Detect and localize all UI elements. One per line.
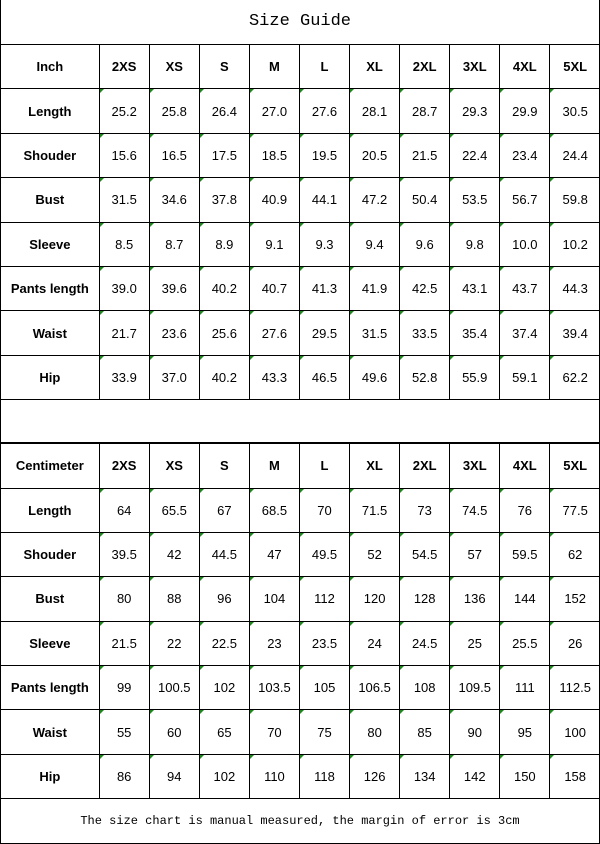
measurement-value: 52 <box>350 532 400 576</box>
size-header: M <box>249 45 299 89</box>
measurement-value: 47.2 <box>350 178 400 222</box>
size-header: L <box>299 444 349 488</box>
table-row <box>1 621 600 665</box>
unit-label: Inch <box>1 45 99 89</box>
size-header: XL <box>350 45 400 89</box>
measurement-value: 100 <box>550 710 600 754</box>
measurement-value: 112 <box>299 577 349 621</box>
measurement-value: 28.7 <box>400 89 450 133</box>
footer-note: The size chart is manual measured, the margin of error is 3cm <box>1 799 599 844</box>
measurement-value: 8.7 <box>149 222 199 266</box>
measurement-value: 74.5 <box>450 488 500 532</box>
measurement-value: 9.4 <box>350 222 400 266</box>
measurement-value: 33.5 <box>400 311 450 355</box>
size-header: M <box>249 444 299 488</box>
measurement-label: Shouder <box>1 532 99 576</box>
measurement-value: 108 <box>400 666 450 710</box>
measurement-value: 71.5 <box>350 488 400 532</box>
measurement-value: 49.5 <box>299 532 349 576</box>
measurement-value: 134 <box>400 754 450 798</box>
measurement-value: 111 <box>500 666 550 710</box>
size-header: 3XL <box>450 444 500 488</box>
measurement-value: 52.8 <box>400 355 450 399</box>
measurement-value: 10.2 <box>550 222 600 266</box>
measurement-value: 59.5 <box>500 532 550 576</box>
measurement-value: 26 <box>550 621 600 665</box>
measurement-value: 99 <box>99 666 149 710</box>
measurement-value: 29.9 <box>500 89 550 133</box>
measurement-label: Waist <box>1 710 99 754</box>
table-row <box>1 488 600 532</box>
inch-size-table <box>1 45 600 400</box>
measurement-value: 39.4 <box>550 311 600 355</box>
size-header: 4XL <box>500 45 550 89</box>
measurement-value: 33.9 <box>99 355 149 399</box>
measurement-value: 8.9 <box>199 222 249 266</box>
measurement-value: 103.5 <box>249 666 299 710</box>
measurement-value: 76 <box>500 488 550 532</box>
measurement-value: 68.5 <box>249 488 299 532</box>
table-row <box>1 754 600 798</box>
measurement-value: 54.5 <box>400 532 450 576</box>
table-row <box>1 266 600 310</box>
measurement-value: 40.2 <box>199 355 249 399</box>
measurement-value: 41.9 <box>350 266 400 310</box>
measurement-value: 23.6 <box>149 311 199 355</box>
measurement-value: 25.6 <box>199 311 249 355</box>
measurement-value: 8.5 <box>99 222 149 266</box>
measurement-value: 22.5 <box>199 621 249 665</box>
measurement-value: 62 <box>550 532 600 576</box>
table-header-row <box>1 444 600 488</box>
measurement-value: 9.1 <box>249 222 299 266</box>
measurement-label: Hip <box>1 754 99 798</box>
measurement-label: Shouder <box>1 133 99 177</box>
measurement-value: 112.5 <box>550 666 600 710</box>
table-row <box>1 222 600 266</box>
size-header: S <box>199 444 249 488</box>
measurement-value: 24 <box>350 621 400 665</box>
size-header: XS <box>149 444 199 488</box>
measurement-value: 55.9 <box>450 355 500 399</box>
measurement-label: Length <box>1 488 99 532</box>
measurement-label: Bust <box>1 178 99 222</box>
measurement-value: 88 <box>149 577 199 621</box>
measurement-value: 19.5 <box>299 133 349 177</box>
measurement-value: 39.6 <box>149 266 199 310</box>
size-header: 2XL <box>400 444 450 488</box>
measurement-value: 21.5 <box>400 133 450 177</box>
measurement-label: Length <box>1 89 99 133</box>
measurement-value: 80 <box>350 710 400 754</box>
measurement-value: 144 <box>500 577 550 621</box>
measurement-value: 30.5 <box>550 89 600 133</box>
table-row <box>1 133 600 177</box>
measurement-value: 40.2 <box>199 266 249 310</box>
measurement-label: Sleeve <box>1 621 99 665</box>
measurement-value: 65.5 <box>149 488 199 532</box>
size-header: XL <box>350 444 400 488</box>
measurement-value: 106.5 <box>350 666 400 710</box>
measurement-value: 20.5 <box>350 133 400 177</box>
measurement-value: 28.1 <box>350 89 400 133</box>
measurement-value: 118 <box>299 754 349 798</box>
measurement-value: 44.3 <box>550 266 600 310</box>
size-header: 2XL <box>400 45 450 89</box>
size-header: 3XL <box>450 45 500 89</box>
measurement-value: 9.6 <box>400 222 450 266</box>
measurement-label: Pants length <box>1 266 99 310</box>
measurement-value: 25.5 <box>500 621 550 665</box>
measurement-value: 152 <box>550 577 600 621</box>
size-header: L <box>299 45 349 89</box>
measurement-value: 104 <box>249 577 299 621</box>
measurement-value: 23 <box>249 621 299 665</box>
measurement-value: 105 <box>299 666 349 710</box>
measurement-value: 35.4 <box>450 311 500 355</box>
measurement-value: 27.0 <box>249 89 299 133</box>
measurement-value: 85 <box>400 710 450 754</box>
measurement-label: Hip <box>1 355 99 399</box>
measurement-label: Waist <box>1 311 99 355</box>
measurement-value: 22 <box>149 621 199 665</box>
measurement-value: 102 <box>199 666 249 710</box>
measurement-value: 21.5 <box>99 621 149 665</box>
measurement-value: 49.6 <box>350 355 400 399</box>
measurement-value: 95 <box>500 710 550 754</box>
measurement-value: 26.4 <box>199 89 249 133</box>
measurement-value: 46.5 <box>299 355 349 399</box>
table-row <box>1 666 600 710</box>
measurement-value: 31.5 <box>350 311 400 355</box>
measurement-value: 128 <box>400 577 450 621</box>
measurement-value: 96 <box>199 577 249 621</box>
measurement-value: 42 <box>149 532 199 576</box>
measurement-value: 158 <box>550 754 600 798</box>
measurement-value: 64 <box>99 488 149 532</box>
table-row <box>1 532 600 576</box>
measurement-value: 39.5 <box>99 532 149 576</box>
measurement-value: 29.3 <box>450 89 500 133</box>
measurement-value: 59.1 <box>500 355 550 399</box>
measurement-value: 22.4 <box>450 133 500 177</box>
measurement-value: 65 <box>199 710 249 754</box>
measurement-value: 57 <box>450 532 500 576</box>
measurement-value: 9.3 <box>299 222 349 266</box>
measurement-value: 25.8 <box>149 89 199 133</box>
measurement-value: 40.9 <box>249 178 299 222</box>
size-header: 5XL <box>550 45 600 89</box>
measurement-value: 27.6 <box>249 311 299 355</box>
measurement-value: 21.7 <box>99 311 149 355</box>
measurement-value: 27.6 <box>299 89 349 133</box>
measurement-value: 41.3 <box>299 266 349 310</box>
measurement-value: 86 <box>99 754 149 798</box>
measurement-value: 67 <box>199 488 249 532</box>
measurement-value: 43.3 <box>249 355 299 399</box>
measurement-value: 44.5 <box>199 532 249 576</box>
table-row <box>1 89 600 133</box>
centimeter-size-table <box>1 443 600 799</box>
size-header: XS <box>149 45 199 89</box>
size-header: 2XS <box>99 444 149 488</box>
measurement-value: 23.4 <box>500 133 550 177</box>
measurement-value: 120 <box>350 577 400 621</box>
measurement-value: 56.7 <box>500 178 550 222</box>
table-row <box>1 178 600 222</box>
measurement-value: 59.8 <box>550 178 600 222</box>
measurement-value: 43.7 <box>500 266 550 310</box>
measurement-value: 142 <box>450 754 500 798</box>
table-spacer <box>1 400 599 443</box>
measurement-value: 150 <box>500 754 550 798</box>
measurement-value: 37.8 <box>199 178 249 222</box>
page-title: Size Guide <box>1 0 599 45</box>
size-header: S <box>199 45 249 89</box>
size-header: 2XS <box>99 45 149 89</box>
measurement-value: 62.2 <box>550 355 600 399</box>
measurement-value: 25.2 <box>99 89 149 133</box>
measurement-value: 94 <box>149 754 199 798</box>
measurement-value: 136 <box>450 577 500 621</box>
table-row <box>1 355 600 399</box>
measurement-value: 60 <box>149 710 199 754</box>
measurement-value: 47 <box>249 532 299 576</box>
table-row <box>1 311 600 355</box>
measurement-value: 42.5 <box>400 266 450 310</box>
size-header: 5XL <box>550 444 600 488</box>
measurement-value: 18.5 <box>249 133 299 177</box>
measurement-value: 40.7 <box>249 266 299 310</box>
measurement-value: 55 <box>99 710 149 754</box>
measurement-value: 80 <box>99 577 149 621</box>
measurement-value: 24.5 <box>400 621 450 665</box>
measurement-value: 37.4 <box>500 311 550 355</box>
measurement-value: 24.4 <box>550 133 600 177</box>
measurement-value: 70 <box>299 488 349 532</box>
measurement-value: 25 <box>450 621 500 665</box>
measurement-value: 102 <box>199 754 249 798</box>
measurement-value: 31.5 <box>99 178 149 222</box>
measurement-label: Sleeve <box>1 222 99 266</box>
measurement-value: 15.6 <box>99 133 149 177</box>
measurement-value: 10.0 <box>500 222 550 266</box>
measurement-value: 90 <box>450 710 500 754</box>
size-header: 4XL <box>500 444 550 488</box>
measurement-value: 110 <box>249 754 299 798</box>
measurement-label: Bust <box>1 577 99 621</box>
table-header-row <box>1 45 600 89</box>
measurement-value: 73 <box>400 488 450 532</box>
measurement-value: 34.6 <box>149 178 199 222</box>
measurement-value: 43.1 <box>450 266 500 310</box>
measurement-value: 44.1 <box>299 178 349 222</box>
measurement-value: 17.5 <box>199 133 249 177</box>
measurement-value: 37.0 <box>149 355 199 399</box>
measurement-value: 39.0 <box>99 266 149 310</box>
table-row <box>1 577 600 621</box>
measurement-value: 29.5 <box>299 311 349 355</box>
unit-label: Centimeter <box>1 444 99 488</box>
measurement-value: 126 <box>350 754 400 798</box>
measurement-value: 23.5 <box>299 621 349 665</box>
table-row <box>1 710 600 754</box>
measurement-value: 100.5 <box>149 666 199 710</box>
measurement-label: Pants length <box>1 666 99 710</box>
measurement-value: 16.5 <box>149 133 199 177</box>
measurement-value: 50.4 <box>400 178 450 222</box>
measurement-value: 77.5 <box>550 488 600 532</box>
measurement-value: 75 <box>299 710 349 754</box>
measurement-value: 109.5 <box>450 666 500 710</box>
measurement-value: 53.5 <box>450 178 500 222</box>
measurement-value: 9.8 <box>450 222 500 266</box>
measurement-value: 70 <box>249 710 299 754</box>
